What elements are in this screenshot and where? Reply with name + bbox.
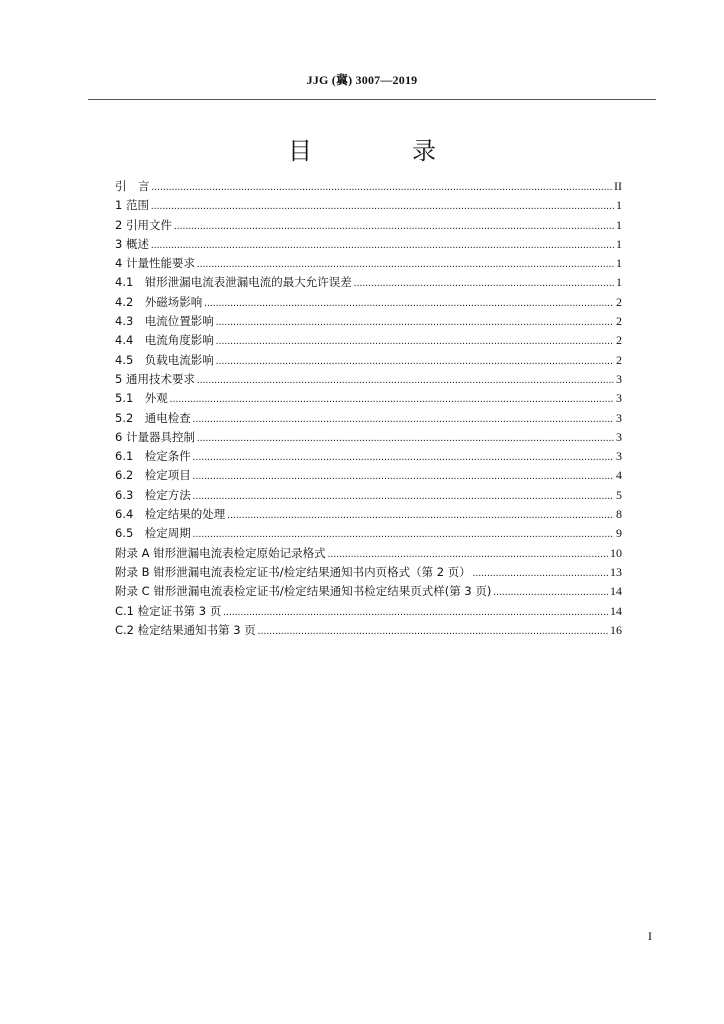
toc-entry[interactable] <box>115 447 622 466</box>
toc-entry-page: 1 <box>616 236 622 251</box>
toc-entry-label: 4.1 钳形泄漏电流表泄漏电流的最大允许误差 <box>115 275 352 290</box>
toc-entry-label: 附录 B 钳形泄漏电流表检定证书/检定结果通知书内页格式（第 2 页） <box>115 564 471 579</box>
toc-entry-label: 5 通用技术要求 <box>115 371 195 386</box>
toc-entry-page: 3 <box>616 410 622 425</box>
toc-entry-page: 2 <box>616 352 622 367</box>
toc-entry-label: 6.4 检定结果的处理 <box>115 507 226 522</box>
toc-entry-label: 附录 A 钳形泄漏电流表检定原始记录格式 <box>115 545 326 560</box>
toc-dot-leader <box>174 217 614 236</box>
toc-entry-page: 10 <box>610 545 622 560</box>
toc-entry-page: 3 <box>616 371 622 386</box>
toc-entry-label: 2 引用文件 <box>115 217 172 232</box>
toc-entry-label: C.2 检定结果通知书第 3 页 <box>115 622 256 637</box>
toc-entry-label: 6.3 检定方法 <box>115 487 191 502</box>
toc-entry-label: 4 计量性能要求 <box>115 256 195 271</box>
toc-dot-leader <box>473 564 608 583</box>
toc-entry-label: 引 言 <box>115 179 150 193</box>
toc-dot-leader <box>354 274 614 293</box>
toc-entry[interactable] <box>115 486 622 505</box>
toc-entry[interactable] <box>115 235 622 254</box>
toc-entry-page: 3 <box>616 449 622 464</box>
toc-entry[interactable] <box>115 544 622 563</box>
toc-entry[interactable] <box>115 409 622 428</box>
toc-entry-page: 8 <box>616 507 622 522</box>
toc-entry-page: 14 <box>610 584 622 599</box>
toc-dot-leader <box>216 332 614 351</box>
toc-entry[interactable] <box>115 563 622 582</box>
toc-entry[interactable] <box>115 293 622 312</box>
toc-dot-leader <box>197 255 614 274</box>
toc-entry-label: 1 范围 <box>115 198 149 213</box>
toc-entry[interactable] <box>115 602 622 621</box>
toc-entry-page: 16 <box>610 622 622 637</box>
toc-entry[interactable] <box>115 196 622 215</box>
toc-entry[interactable] <box>115 177 622 196</box>
toc-entry-page: 2 <box>616 314 622 329</box>
toc-dot-leader <box>193 448 614 467</box>
toc-entry-label: 4.2 外磁场影响 <box>115 294 203 309</box>
toc-dot-leader <box>258 622 608 641</box>
toc-entry-page: 3 <box>616 429 622 444</box>
toc-entry-page: 2 <box>616 294 622 309</box>
toc-entry[interactable] <box>115 273 622 292</box>
toc-entry-label: 4.3 电流位置影响 <box>115 314 214 329</box>
toc-dot-leader <box>204 294 614 313</box>
toc-entry-label: 附录 C 钳形泄漏电流表检定证书/检定结果通知书检定结果页式样(第 3 页) <box>115 584 492 599</box>
toc-entry-page: 4 <box>616 468 622 483</box>
toc-entry-page: 1 <box>616 198 622 213</box>
standard-code: JJG (冀) 3007—2019 <box>306 73 418 87</box>
toc-dot-leader <box>193 410 614 429</box>
toc-entry-page: 14 <box>610 603 622 618</box>
toc-entry-label: 5.2 通电检查 <box>115 410 191 425</box>
toc-entry-label: 6.5 检定周期 <box>115 526 191 541</box>
toc-entry[interactable] <box>115 331 622 350</box>
toc-entry[interactable] <box>115 466 622 485</box>
toc-dot-leader <box>197 429 614 448</box>
toc-entry-page: 1 <box>616 275 622 290</box>
toc-dot-leader <box>216 352 614 371</box>
toc-entry[interactable] <box>115 428 622 447</box>
table-of-contents <box>115 177 622 640</box>
toc-entry[interactable] <box>115 216 622 235</box>
toc-dot-leader <box>152 178 613 197</box>
toc-entry[interactable] <box>115 621 622 640</box>
toc-dot-leader <box>223 603 608 622</box>
toc-dot-leader <box>328 545 608 564</box>
header-divider <box>88 99 656 100</box>
toc-entry-label: 6.2 检定项目 <box>115 468 191 483</box>
toc-entry-label: 3 概述 <box>115 236 149 251</box>
toc-entry-page: 3 <box>616 391 622 406</box>
toc-entry[interactable] <box>115 524 622 543</box>
toc-entry-label: 6 计量器具控制 <box>115 429 195 444</box>
toc-entry-label: C.1 检定证书第 3 页 <box>115 603 222 618</box>
toc-entry-page: 5 <box>616 487 622 502</box>
toc-entry[interactable] <box>115 505 622 524</box>
toc-entry-page: 9 <box>616 526 622 541</box>
toc-entry-page: 1 <box>616 256 622 271</box>
toc-entry[interactable] <box>115 370 622 389</box>
toc-entry-label: 6.1 检定条件 <box>115 449 191 464</box>
toc-entry-label: 5.1 外观 <box>115 391 168 406</box>
toc-dot-leader <box>151 197 614 216</box>
toc-dot-leader <box>193 525 614 544</box>
toc-dot-leader <box>216 313 614 332</box>
toc-dot-leader <box>227 506 614 525</box>
toc-dot-leader <box>197 371 614 390</box>
toc-entry-page: II <box>614 179 622 193</box>
toc-entry[interactable] <box>115 254 622 273</box>
page-number: I <box>648 929 652 943</box>
toc-entry-page: 13 <box>610 564 622 579</box>
toc-dot-leader <box>151 236 614 255</box>
toc-entry-page: 1 <box>616 217 622 232</box>
toc-dot-leader <box>193 487 614 506</box>
page-title: 目 录 <box>288 137 474 165</box>
toc-entry-label: 4.4 电流角度影响 <box>115 333 214 348</box>
toc-entry-label: 4.5 负载电流影响 <box>115 352 214 367</box>
toc-dot-leader <box>193 467 614 486</box>
toc-entry-page: 2 <box>616 333 622 348</box>
toc-entry[interactable] <box>115 351 622 370</box>
toc-dot-leader <box>493 583 608 602</box>
toc-entry[interactable] <box>115 582 622 601</box>
toc-entry[interactable] <box>115 389 622 408</box>
toc-entry[interactable] <box>115 312 622 331</box>
toc-dot-leader <box>170 390 614 409</box>
